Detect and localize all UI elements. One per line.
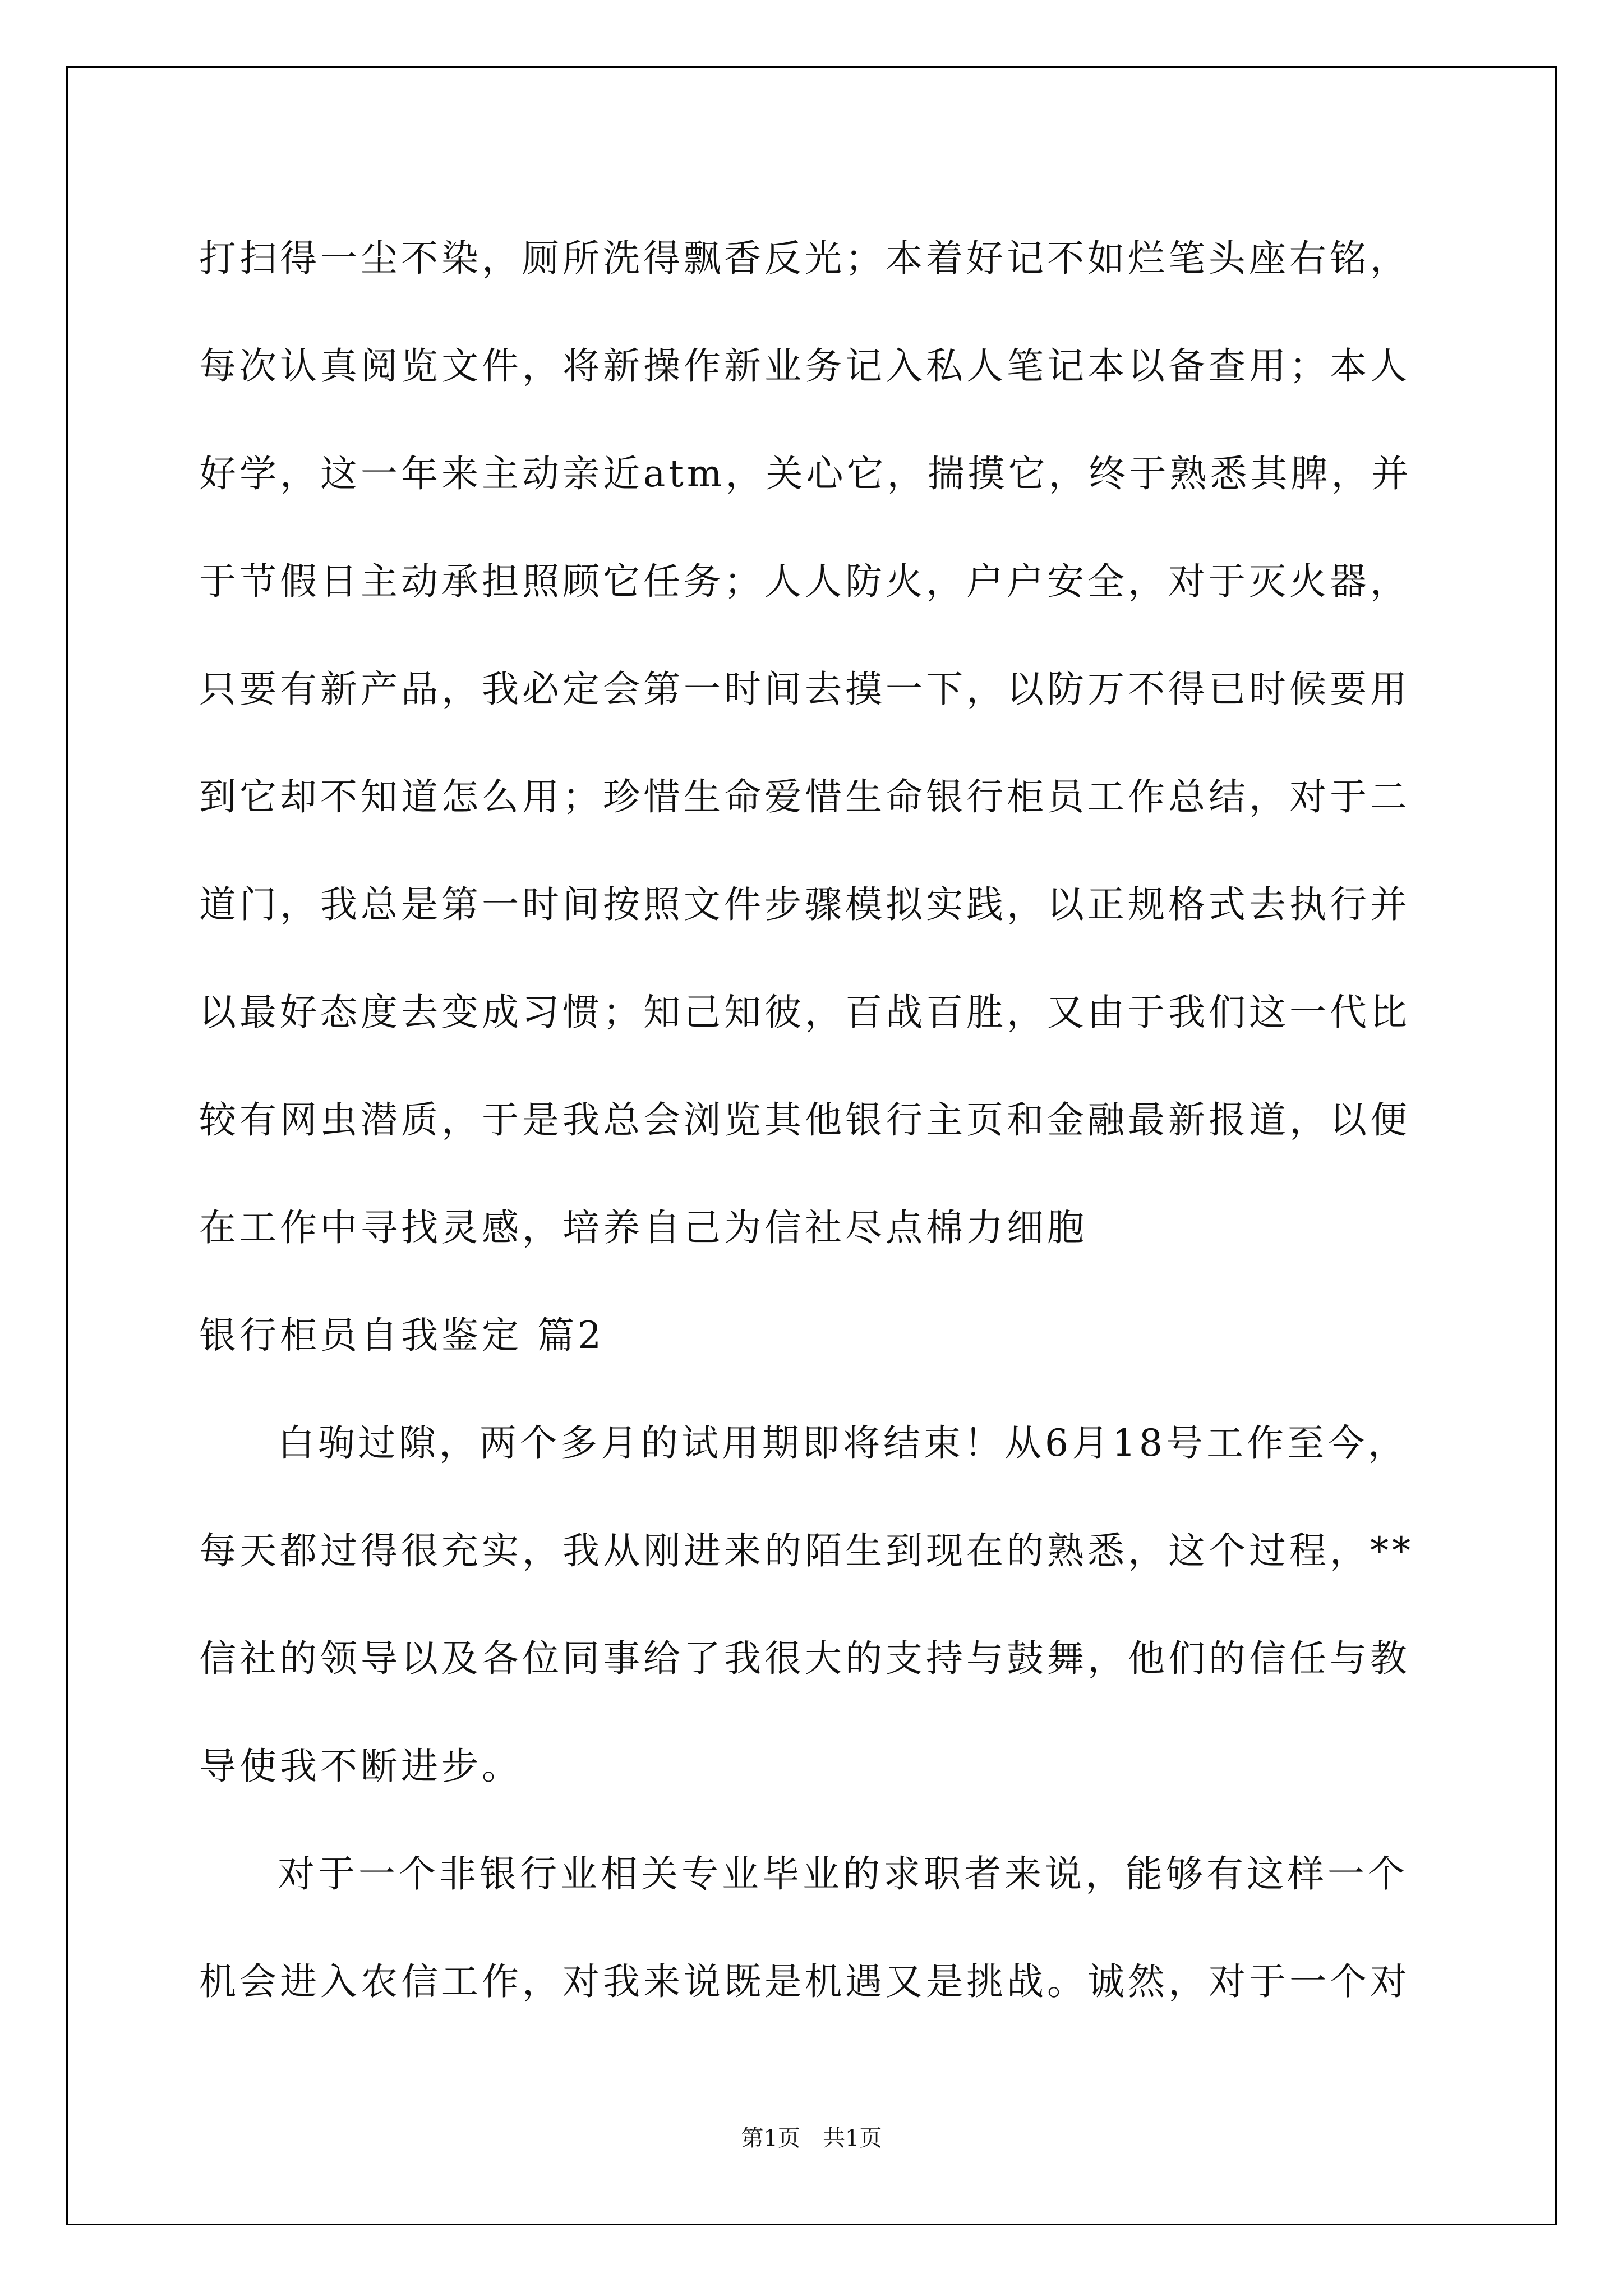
text-line: 信社的领导以及各位同事给了我很大的支持与鼓舞，他们的信任与教 [199, 1637, 1410, 1680]
text-line: 只要有新产品，我必定会第一时间去摸一下，以防万不得已时候要用 [199, 668, 1410, 711]
paragraph-1 [199, 205, 1438, 1282]
text-line: 在工作中寻找灵感，培养自己为信社尽点棉力细胞 [199, 1206, 1087, 1249]
text-line: 较有网虫潜质，于是我总会浏览其他银行主页和金融最新报道，以便 [199, 1098, 1410, 1142]
page-number-footer: 第1页 共1页 [741, 2125, 882, 2151]
paragraph-2 [199, 1389, 1438, 1820]
text-line: 白驹过隙，两个多月的试用期即将结束！从6月18号工作至今， [278, 1421, 1408, 1465]
text-line: 每天都过得很充实，我从刚进来的陌生到现在的熟悉，这个过程，** [199, 1529, 1414, 1572]
text-line: 机会进入农信工作，对我来说既是机遇又是挑战。诚然，对于一个对 [199, 1960, 1410, 2003]
document-body [199, 205, 1438, 2036]
text-line: 打扫得一尘不染，厕所洗得飘香反光；本着好记不如烂笔头座右铭， [199, 237, 1410, 280]
section-heading: 银行柜员自我鉴定 篇2 [199, 1314, 605, 1357]
text-line: 到它却不知道怎么用；珍惜生命爱惜生命银行柜员工作总结，对于二 [199, 775, 1410, 818]
text-line: 导使我不断进步。 [199, 1745, 522, 1788]
paragraph-3 [199, 1820, 1438, 2036]
text-line: 对于一个非银行业相关专业毕业的求职者来说，能够有这样一个 [278, 1852, 1408, 1895]
text-line: 以最好态度去变成习惯；知己知彼，百战百胜，又由于我们这一代比 [199, 991, 1410, 1034]
text-line: 好学，这一年来主动亲近atm，关心它，揣摸它，终于熟悉其脾，并 [199, 452, 1412, 495]
text-line: 每次认真阅览文件，将新操作新业务记入私人笔记本以备查用；本人 [199, 344, 1410, 388]
text-line: 道门，我总是第一时间按照文件步骤模拟实践，以正规格式去执行并 [199, 883, 1410, 926]
text-line: 于节假日主动承担照顾它任务；人人防火，户户安全，对于灭火器， [199, 560, 1410, 603]
